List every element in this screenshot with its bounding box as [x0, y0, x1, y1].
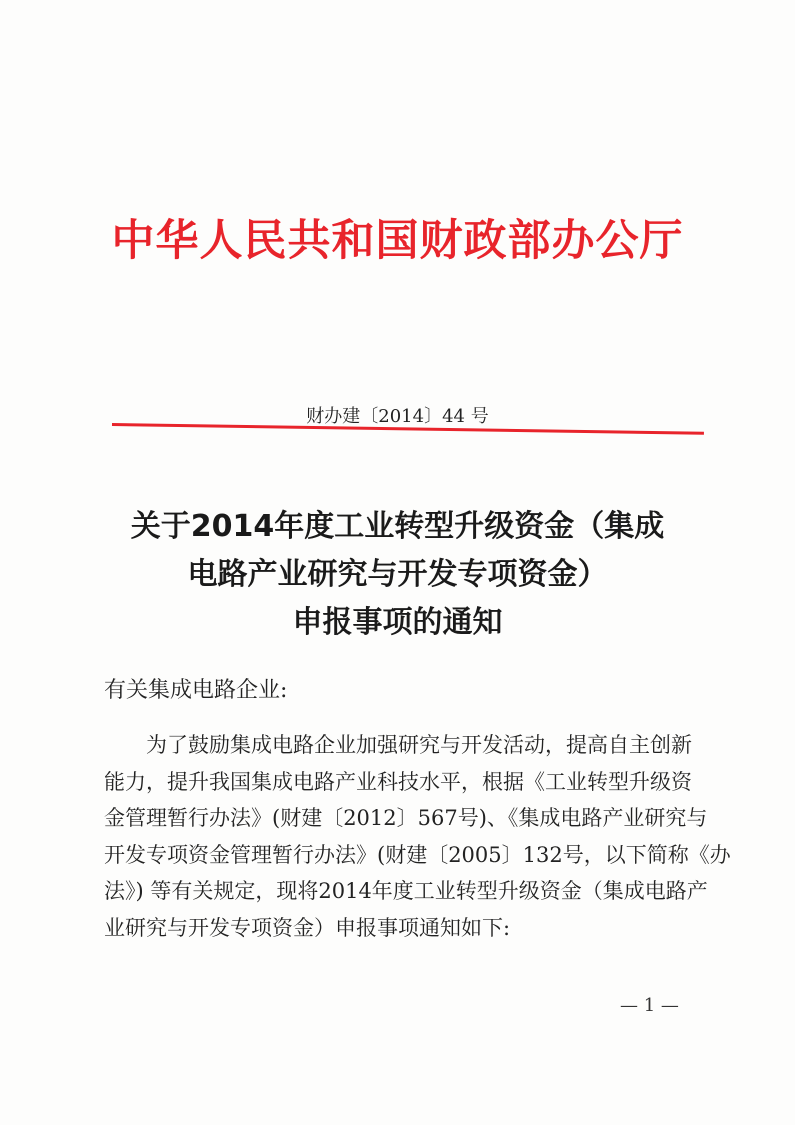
document-number: 财办建〔2014〕44 号 — [306, 406, 489, 427]
body-line-1: 为了鼓励集成电路企业加强研究与开发活动，提高自主创新 — [146, 733, 692, 757]
body-line-2: 能力，提升我国集成电路产业科技水平，根据《工业转型升级资 — [104, 769, 692, 794]
issuer-heading: 中华人民共和国财政部办公厅 — [111, 216, 684, 266]
body-line-3: 金管理暂行办法》(财建〔2012〕567号)、《集成电路产业研究与 — [104, 806, 708, 831]
page-number: — 1 — — [620, 995, 679, 1016]
title-line-1: 关于2014年度工业转型升级资金（集成 — [130, 509, 665, 544]
body-line-5: 法》) 等有关规定，现将2014年度工业转型升级资金（集成电路产 — [104, 879, 708, 904]
title-line-3: 申报事项的通知 — [292, 605, 503, 640]
salutation: 有关集成电路企业: — [104, 678, 288, 703]
body-line-4: 开发专项资金管理暂行办法》(财建〔2005〕132号，以下简称《办 — [104, 842, 731, 867]
title-line-2: 电路产业研究与开发专项资金） — [187, 557, 608, 592]
notice-title — [0, 503, 795, 647]
body-paragraph — [104, 727, 731, 947]
body-line-6: 业研究与开发专项资金）申报事项通知如下: — [104, 915, 511, 940]
